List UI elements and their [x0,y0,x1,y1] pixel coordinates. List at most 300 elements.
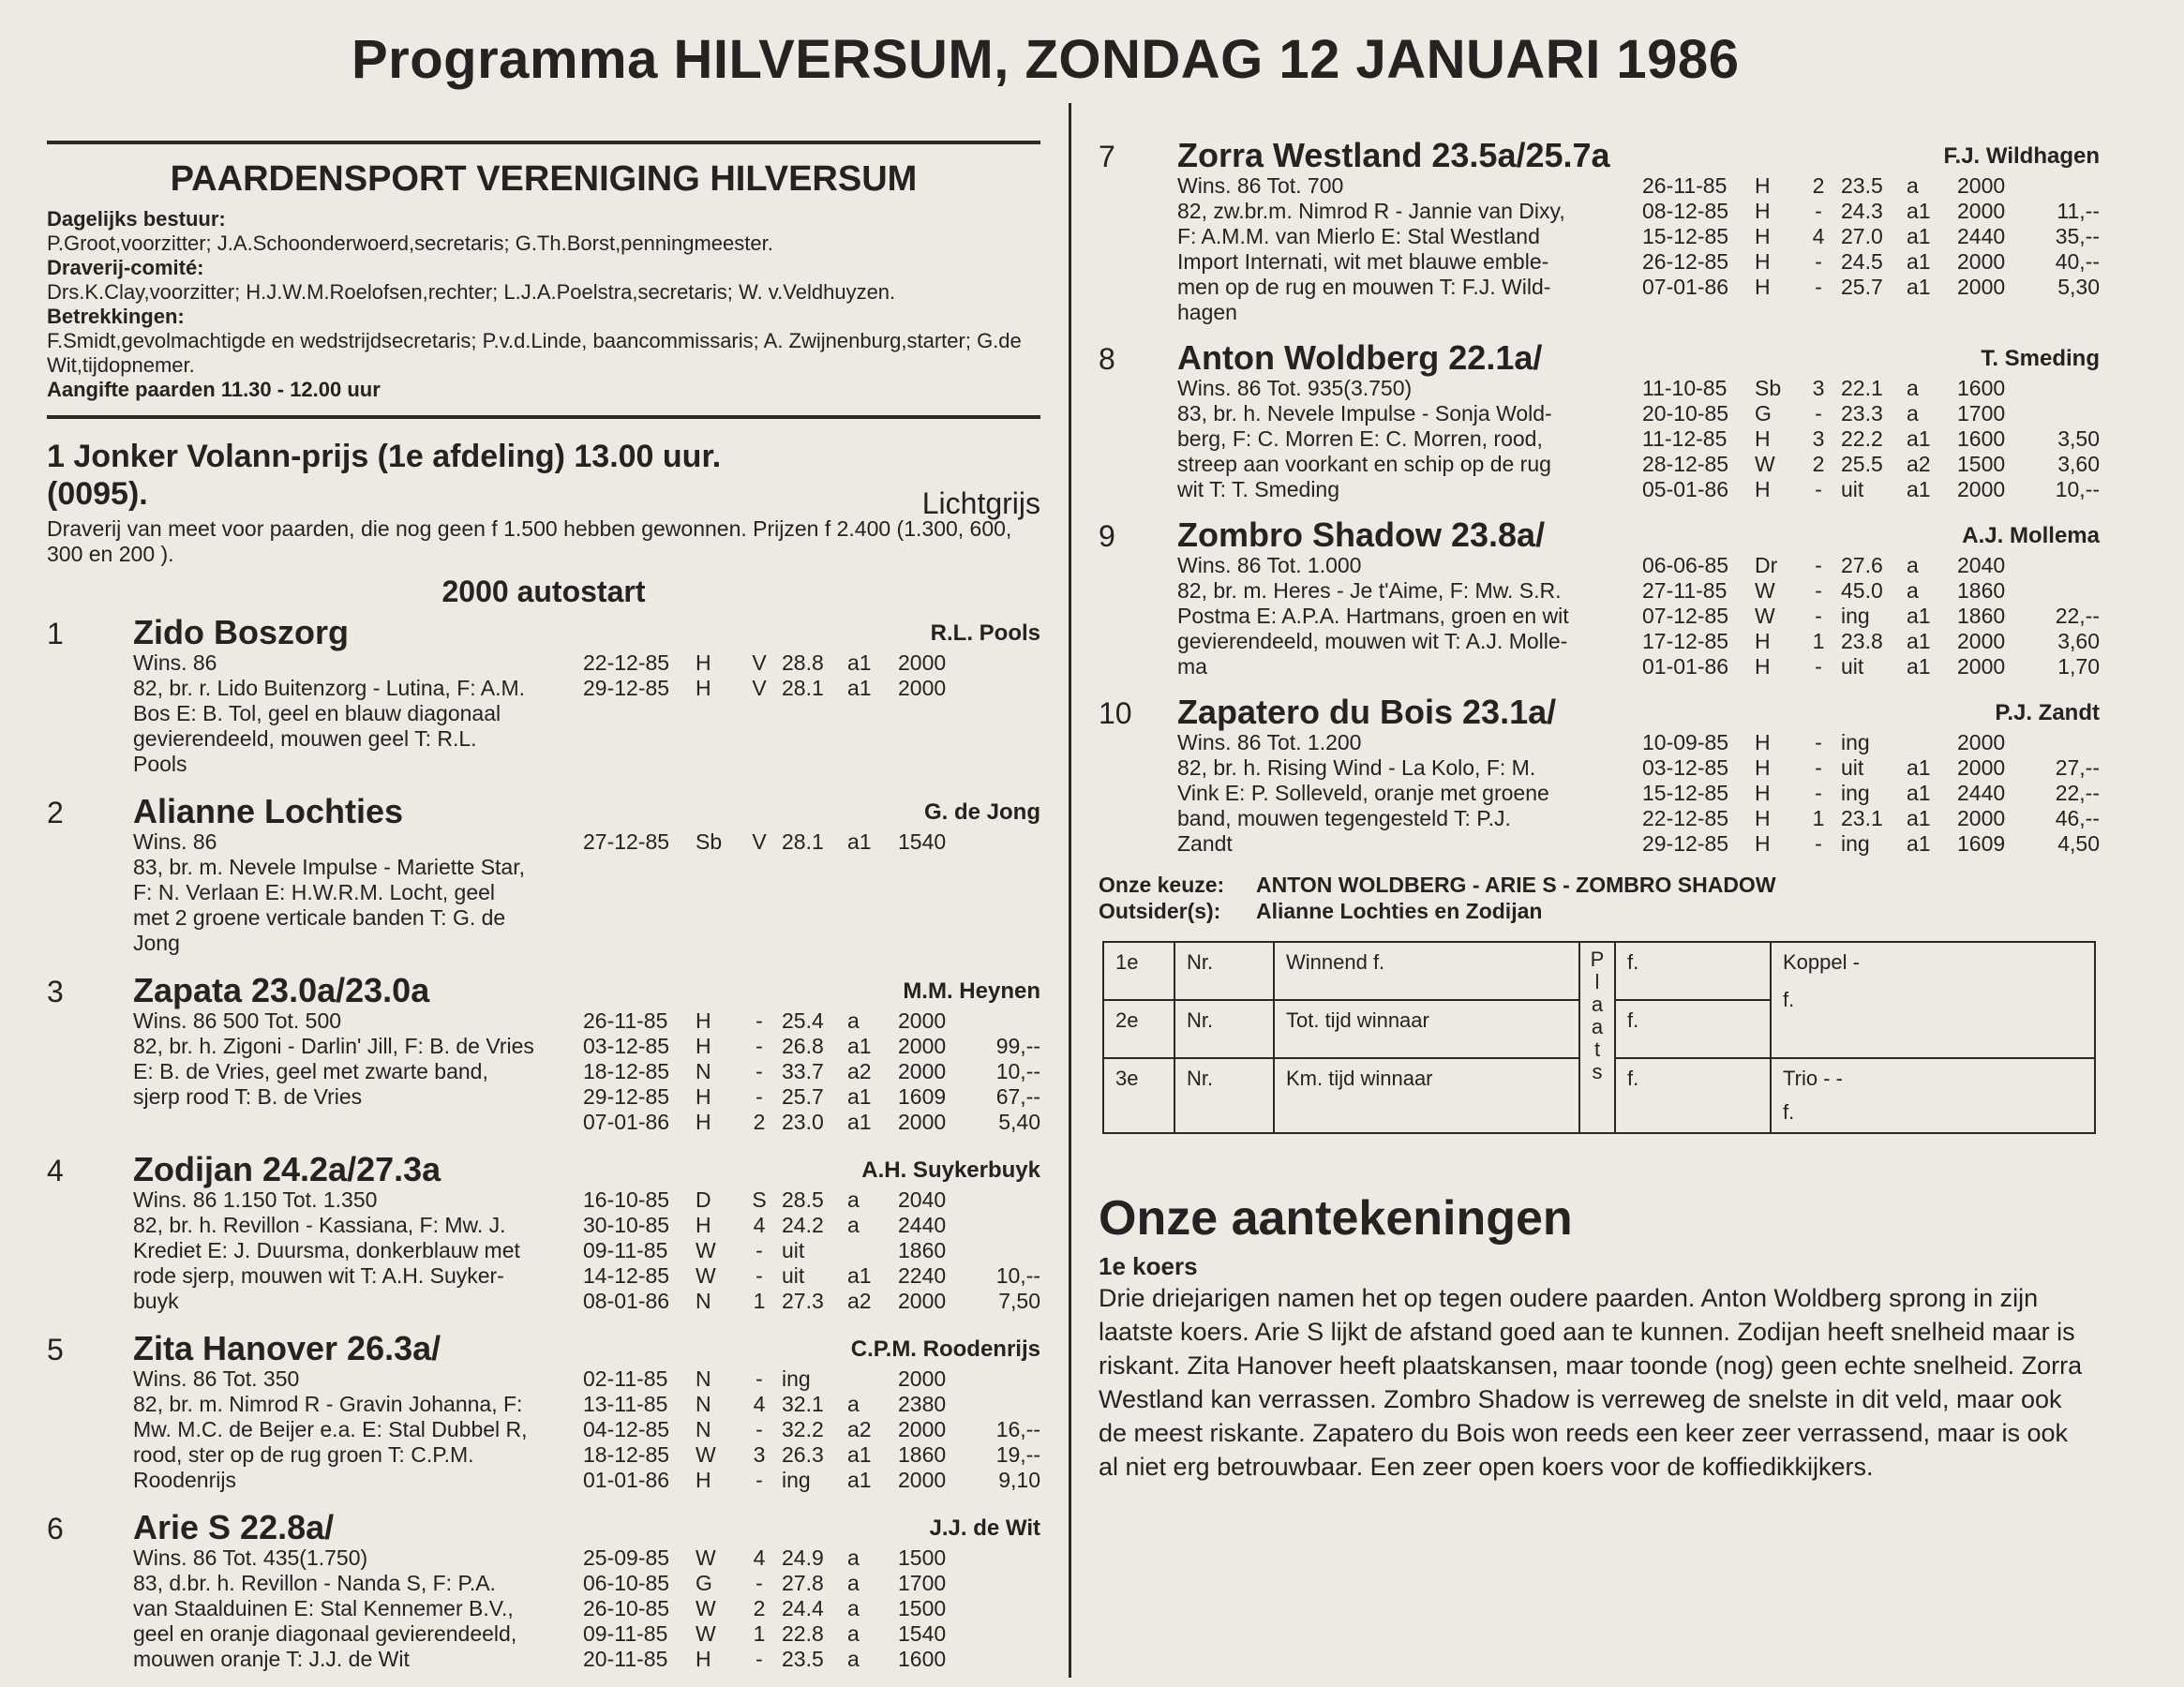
race-distance: 2000 [1957,730,2006,754]
race-date: 15-12-85 [1642,781,1729,805]
race-odds: 22,-- [2055,781,2100,805]
horse-entry [1099,515,2100,679]
race-distance: 1600 [1957,376,2006,400]
race-row [583,1545,1040,1571]
race-track: H [696,1110,711,1134]
race-date: 26-11-85 [583,1008,668,1033]
race-distance: 1600 [1957,426,2006,451]
horse-body [133,1366,1040,1493]
race-color: Lichtgrijs [921,486,1040,520]
race-track: H [696,1647,711,1671]
race-handicap: a1 [847,1110,872,1134]
horse-entry [47,1329,1040,1493]
race-row [583,1059,1040,1084]
race-handicap: a1 [1907,781,1931,805]
race-row [583,1468,1040,1493]
nr-cell: Nr. [1174,942,1274,1000]
race-position: - [755,1263,763,1288]
org-info [47,207,1040,402]
race-date: 01-01-86 [583,1468,670,1492]
horse-body [133,1008,1040,1135]
race-handicap: a1 [847,1263,872,1288]
horse-description [1177,173,1633,325]
race-time: 23.5 [782,1647,824,1671]
race-position: S [752,1187,767,1212]
horse-entry [1099,338,2100,502]
race-distance: 1609 [1957,831,2006,856]
race-distance: 1500 [1957,452,2006,476]
comite-text: Drs.K.Clay,voorzitter; H.J.W.M.Roelofsen,rechter; L.J.A.Poelstra,secretaris; W. v.Veldhuyzen. [47,280,896,304]
horse-body [133,829,1040,956]
race-position: - [755,1647,763,1671]
race-track: H [696,1034,711,1058]
race-time: 26.3 [782,1442,824,1467]
race-track: G [696,1571,712,1595]
race-odds [973,1571,1040,1596]
horse-description [133,1545,574,1672]
race-track: H [1755,781,1771,805]
race-handicap: a [847,1392,860,1416]
nr-cell: Nr. [1174,1000,1274,1058]
race-track: H [1755,426,1771,451]
race-row [1642,426,2100,452]
horse-description [133,829,574,956]
horse-body [1177,376,2100,502]
race-track: W [1755,452,1775,476]
race-position: 4 [753,1392,766,1416]
race-odds [973,1392,1040,1417]
horse-entry [47,971,1040,1135]
race-handicap: a1 [847,1084,872,1109]
race-track: W [1755,578,1775,603]
race-position: 1 [753,1621,766,1646]
plaats-letter: a [1591,993,1604,1016]
horse-name: Anton Woldberg 22.1a/ [1177,338,1543,377]
race-time: 28.5 [782,1187,824,1212]
horse-trainer: M.M. Heynen [903,978,1040,1004]
description-line: berg, F: C. Morren E: C. Morren, rood, [1177,426,1543,451]
race-handicap: a [1907,553,1919,577]
race-track: W [1755,604,1775,628]
description-line: Jong [133,931,180,955]
outsider-label: Outsider(s): [1099,899,1221,923]
race-time: uit [782,1238,805,1262]
race-date: 13-11-85 [583,1392,668,1416]
race-date: 25-09-85 [583,1545,670,1570]
race-date: 29-12-85 [1642,831,1729,856]
horse-description [133,1008,574,1135]
race-date: 27-11-85 [1642,578,1728,603]
race-odds: 19,-- [995,1442,1040,1467]
race-odds: 10,-- [995,1059,1040,1083]
race-time: ing [1841,831,1870,856]
race-date: 08-12-85 [1642,199,1729,223]
race-date: 11-10-85 [1642,376,1728,400]
race-row [1642,452,2100,477]
race-time: 23.1 [1841,806,1883,830]
race-distance: 1600 [898,1647,947,1671]
race-position: - [755,1034,763,1058]
race-position: - [755,1008,763,1033]
race-odds [973,1621,1040,1647]
race-position: - [1815,755,1822,780]
horse-number: 9 [1099,519,1115,553]
race-track: N [696,1059,711,1083]
race-odds [973,1187,1040,1213]
race-handicap: a1 [1907,199,1931,223]
description-line: rood, ster op de rug groen T: C.P.M. [133,1442,474,1467]
horse-number: 2 [47,796,64,829]
race-track: W [696,1442,716,1467]
race-date: 29-12-85 [583,1084,670,1109]
race-odds: 1,70 [2057,654,2100,679]
race-date: 02-11-85 [583,1366,668,1391]
race-time: 26.8 [782,1034,824,1058]
aangifte-text: Aangifte paarden 11.30 - 12.00 uur [47,378,381,401]
race-odds: 9,10 [998,1468,1040,1492]
race-odds [973,1213,1040,1238]
race-time: 23.3 [1841,401,1883,425]
race-date: 03-12-85 [583,1034,670,1058]
notes-subtitle: 1e koers [1099,1252,1198,1280]
race-date: 03-12-85 [1642,755,1729,780]
horse-trainer: A.J. Mollema [1962,523,2100,548]
description-line: streep aan voorkant en schip op de rug [1177,452,1551,476]
horse-trainer: A.H. Suykerbuyk [861,1157,1040,1183]
race-distance: 2380 [898,1392,947,1416]
race-handicap [847,1366,885,1392]
description-line: 82, br. m. Nimrod R - Gravin Johanna, F: [133,1392,523,1416]
race-row [583,1110,1040,1135]
race-date: 22-12-85 [1642,806,1729,830]
race-distance: 2000 [898,1417,947,1441]
race-start: 2000 autostart [441,575,646,608]
race-date: 10-09-85 [1642,730,1729,754]
horse-header [1099,693,2100,730]
race-track: H [1755,806,1771,830]
horse-header [47,613,1040,650]
horse-header [1099,515,2100,553]
race-handicap: a1 [1907,654,1931,679]
race-time: 28.8 [782,650,824,675]
race-distance: 2000 [898,1110,947,1134]
race-odds: 10,-- [2055,477,2100,501]
race-date: 18-12-85 [583,1059,670,1083]
race-handicap: a1 [847,650,872,675]
horse-header [1099,338,2100,376]
race-time: 24.5 [1841,249,1883,274]
race-date: 01-01-86 [1642,654,1729,679]
race-odds: 11,-- [2057,199,2100,223]
description-line: buyk [133,1289,179,1313]
race-date: 28-12-85 [1642,452,1729,476]
race-row [1642,578,2100,604]
race-history [1642,730,2100,857]
horse-name: Zombro Shadow 23.8a/ [1177,515,1546,554]
race-track: H [1755,654,1771,679]
race-handicap: a1 [847,1034,872,1058]
race-time: 25.5 [1841,452,1883,476]
winnend-cell: Winnend f. [1274,942,1579,1000]
description-line: 82, zw.br.m. Nimrod R - Jannie van Dixy, [1177,199,1565,223]
race-history [1642,173,2100,325]
horse-trainer: R.L. Pools [930,620,1040,646]
race-time: 24.3 [1841,199,1883,223]
race-date: 09-11-85 [583,1621,668,1646]
race-handicap: a [847,1008,860,1033]
description-line: Krediet E: J. Duursma, donkerblauw met [133,1238,520,1262]
race-track: H [696,1213,711,1237]
race-distance: 2000 [1957,173,2006,198]
race-row [583,1442,1040,1468]
race-track: H [1755,249,1771,274]
f-cell-2: f. [1615,1000,1771,1058]
race-track: H [1755,831,1771,856]
race-time: 32.1 [782,1392,824,1416]
race-date: 15-12-85 [1642,224,1729,248]
race-header [47,438,1040,609]
race-time: 27.0 [1841,224,1883,248]
koppel-f: f. [1783,988,1795,1011]
org-name: PAARDENSPORT VERENIGING HILVERSUM [170,159,918,199]
race-distance: 2000 [1957,199,2006,223]
race-position: 4 [753,1213,766,1237]
race-row [583,1621,1040,1647]
race-distance: 1500 [898,1596,947,1620]
race-row [1642,249,2100,275]
race-handicap: a1 [1907,426,1931,451]
race-row [583,1084,1040,1110]
trio-cell [1771,1058,2095,1133]
race-description: Draverij van meet voor paarden, die nog geen f 1.500 hebben gewonnen. Prijzen f 2.400 (1.300, 600, 300 en 200 ). [47,516,1012,566]
horse-entry [47,1150,1040,1314]
race-row [1642,604,2100,629]
race-distance: 2000 [898,676,947,700]
race-time: 27.3 [782,1289,824,1313]
race-track: H [696,650,711,675]
description-line: 82, br. r. Lido Buitenzorg - Lutina, F: A.M. [133,676,526,700]
race-odds [973,1647,1040,1672]
description-line: band, mouwen tegengesteld T: P.J. [1177,806,1511,830]
race-position: - [755,1084,763,1109]
race-handicap: a [847,1621,860,1646]
description-line: 82, br. h. Zigoni - Darlin' Jill, F: B. de Vries [133,1034,534,1058]
race-distance: 1700 [1957,401,2006,425]
race-position: 2 [753,1110,766,1134]
description-line: 82, br. m. Heres - Je t'Aime, F: Mw. S.R. [1177,578,1562,603]
race-row [583,1034,1040,1059]
koppel-cell [1771,942,2095,1058]
race-date: 16-10-85 [583,1187,670,1212]
race-position: - [1815,604,1822,628]
race-position: 4 [1812,224,1825,248]
race-row [583,1392,1040,1417]
kmtijd-cell: Km. tijd winnaar [1274,1058,1579,1133]
race-history [1642,553,2100,679]
plaats-letter: s [1592,1060,1603,1083]
description-line: Wins. 86 Tot. 435(1.750) [133,1545,368,1570]
race-position: V [752,676,767,700]
race-track: Dr [1755,553,1778,577]
horse-body [133,650,1040,777]
race-distance: 2000 [1957,477,2006,501]
race-row [1642,831,2100,857]
race-time: 22.2 [1841,426,1883,451]
description-line: Vink E: P. Solleveld, oranje met groene [1177,781,1549,805]
race-track: W [696,1596,716,1620]
race-track: H [696,676,711,700]
race-odds: 67,-- [995,1084,1040,1109]
race-track: H [696,1084,711,1109]
race-time: 28.1 [782,829,824,854]
race-position: - [1815,553,1822,577]
race-position: 1 [753,1289,766,1313]
race-time: 24.9 [782,1545,824,1570]
race-row [583,1366,1040,1392]
race-date: 29-12-85 [583,676,670,700]
race-odds [2032,553,2100,578]
horse-name: Alianne Lochties [133,792,404,830]
comite-heading: Draverij-comité: [47,256,204,279]
race-time: uit [1841,755,1864,780]
race-row [583,1571,1040,1596]
horse-body [133,1187,1040,1314]
race-handicap: a [847,1647,860,1671]
race-odds: 99,-- [995,1034,1040,1058]
horse-description [1177,376,1633,502]
race-handicap: a1 [1907,831,1931,856]
horse-body [1177,730,2100,857]
race-odds: 27,-- [2055,755,2100,780]
description-line: Wins. 86 Tot. 1.000 [1177,553,1362,577]
horse-trainer: J.J. de Wit [929,1515,1040,1541]
horse-body [1177,553,2100,679]
race-distance: 1609 [898,1084,947,1109]
race-time: 33.7 [782,1059,824,1083]
race-time: 27.6 [1841,553,1883,577]
description-line: hagen [1177,300,1237,324]
horse-header [47,792,1040,829]
race-handicap [847,1238,885,1263]
horse-list-left [47,613,1040,1672]
race-history [583,1366,1040,1493]
race-date: 14-12-85 [583,1263,670,1288]
race-handicap: a1 [1907,604,1931,628]
race-handicap: a [847,1571,860,1595]
race-position: - [1815,401,1822,425]
horse-number: 4 [47,1154,64,1187]
race-distance: 2000 [898,1034,947,1058]
race-handicap: a [847,1187,860,1212]
pos-3: 3e [1103,1058,1174,1133]
race-position: 4 [753,1545,766,1570]
race-date: 06-06-85 [1642,553,1729,577]
race-distance: 2000 [1957,629,2006,653]
description-line: met 2 groene verticale banden T: G. de [133,905,506,930]
race-time: 25.4 [782,1008,824,1033]
description-line: Wins. 86 [133,650,217,675]
description-line: Import Internati, wit met blauwe emble- [1177,249,1549,274]
horse-header [47,1508,1040,1545]
race-track: W [696,1545,716,1570]
race-time: 24.4 [782,1596,824,1620]
race-distance: 2000 [898,1289,947,1313]
horse-name: Zita Hanover 26.3a/ [133,1329,441,1367]
race-handicap: a1 [1907,224,1931,248]
race-odds: 7,50 [998,1289,1040,1313]
race-row [1642,173,2100,199]
race-position: - [1815,730,1822,754]
pos-1: 1e [1103,942,1174,1000]
race-handicap: a1 [1907,249,1931,274]
race-odds [2032,376,2100,401]
race-odds [2032,578,2100,604]
race-position: V [752,829,767,854]
horse-entry [47,792,1040,956]
race-history [1642,376,2100,502]
race-odds [2032,730,2100,755]
race-row [583,1263,1040,1289]
race-position: - [755,1366,763,1391]
race-handicap: a1 [847,829,872,854]
race-row [583,1647,1040,1672]
race-time: ing [1841,604,1870,628]
race-track: N [696,1392,711,1416]
horse-header [47,971,1040,1008]
race-odds [973,650,1040,676]
race-position: - [755,1238,763,1262]
race-handicap: a1 [1907,755,1931,780]
race-track: H [1755,477,1771,501]
page-title: Programma HILVERSUM, ZONDAG 12 JANUARI 1986 [352,29,1740,90]
race-track: H [1755,629,1771,653]
horse-list-right [1099,136,2100,857]
race-row [583,1213,1040,1238]
race-distance: 2440 [1957,224,2006,248]
keuze-value: ANTON WOLDBERG - ARIE S - ZOMBRO SHADOW [1256,873,1776,897]
race-time: 25.7 [782,1084,824,1109]
notes-body: Drie driejarigen namen het op tegen oudere paarden. Anton Woldberg sprong in zijn laatste koers. Arie S lijkt de afstand goed aan te kunnen. Zodijan heeft snelheid maar is riskant. Zita Hanover heeft plaatskansen, maar toonde (nog) geen echte snelheid. Zorra Westland kan verrassen. Zombro Shadow is verreweg de snelste in dit veld, maar ook de meest riskante. Zapatero du Bois won reeds een keer zeer verrassend, maar is ook al niet erg betrouwbaar. Een zeer open koers voor de koffiedikkijkers. [1099,1284,2083,1481]
horse-name: Zapata 23.0a/23.0a [133,971,430,1009]
race-odds: 40,-- [2055,249,2100,274]
description-line: gevierendeeld, mouwen geel T: R.L. [133,726,477,751]
keuze-label: Onze keuze: [1099,873,1225,897]
race-odds: 4,50 [2057,831,2100,856]
race-time: ing [782,1468,811,1492]
horse-number: 3 [47,975,64,1008]
race-row [1642,654,2100,679]
description-line: Zandt [1177,831,1233,856]
race-time: 23.8 [1841,629,1883,653]
race-time: 45.0 [1841,578,1883,603]
horse-name: Zorra Westland 23.5a/25.7a [1177,136,1610,174]
race-position: - [1815,275,1822,299]
race-history [583,650,1040,777]
description-line: 83, br. m. Nevele Impulse - Mariette Star, [133,855,525,879]
race-track: N [696,1366,711,1391]
race-handicap: a1 [847,1442,872,1467]
description-line: Postma E: A.P.A. Hartmans, groen en wit [1177,604,1569,628]
horse-description [133,650,574,777]
race-odds [973,1238,1040,1263]
race-time: 22.8 [782,1621,824,1646]
horse-number: 1 [47,617,64,650]
race-row [583,1417,1040,1442]
horse-description [133,1187,574,1314]
race-position: 1 [1812,629,1825,653]
race-row [583,1289,1040,1314]
race-track: W [696,1238,716,1262]
